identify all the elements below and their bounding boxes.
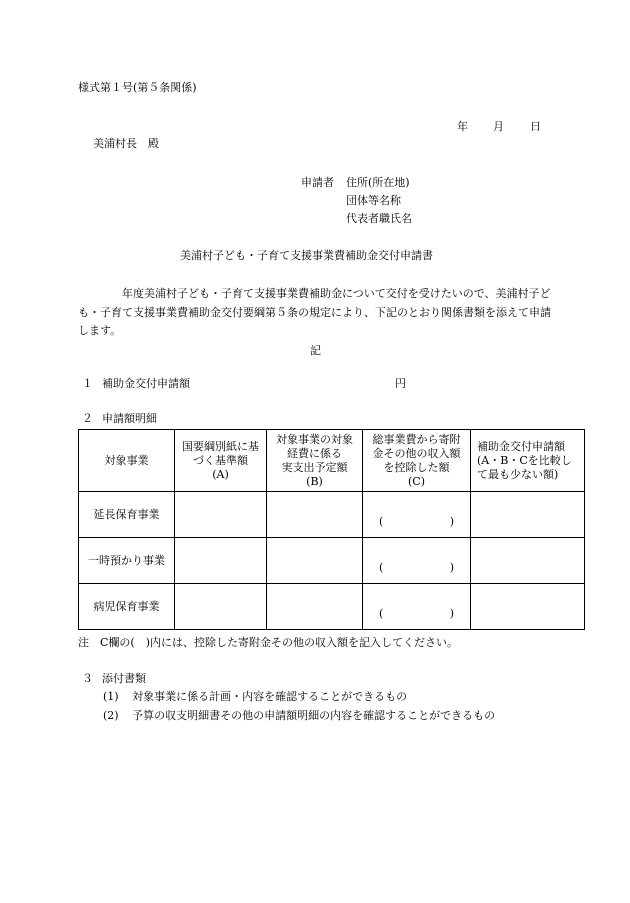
list-item bbox=[103, 709, 495, 723]
section3-label: 添付書類 bbox=[102, 672, 146, 685]
applicant-address: 住所(所在地) bbox=[346, 176, 410, 189]
application-detail-table bbox=[78, 429, 585, 630]
list-item-number: (1) bbox=[103, 690, 119, 703]
body-text: 年度美浦村子ども・子育て支援事業費補助金について交付を受けたいので、美浦村子ども・子育て支援事業費補助金交付要綱第５条の規定により、下記のとおり関係書類を添えて申請します。 bbox=[78, 287, 551, 337]
cell-c: ( ) bbox=[363, 584, 471, 630]
header-target-project: 対象事業 bbox=[79, 430, 175, 492]
header-net-amount: 総事業費から寄附 金その他の収入額 を控除した額 (C) bbox=[363, 430, 471, 492]
section1-unit: 円 bbox=[395, 377, 406, 390]
list-item-number: (2) bbox=[103, 709, 119, 722]
cell-b bbox=[267, 492, 363, 538]
cell-c: ( ) bbox=[363, 492, 471, 538]
section1-number: １ bbox=[82, 377, 93, 390]
list-item-text: 予算の収支明細書その他の申請額明細の内容を確認することができるもの bbox=[132, 709, 496, 722]
ki-heading: 記 bbox=[310, 344, 321, 357]
list-item bbox=[103, 690, 407, 704]
cell-a bbox=[175, 538, 267, 584]
form-label: 様式第１号(第５条関係) bbox=[78, 81, 197, 94]
document-title: 美浦村子ども・子育て支援事業費補助金交付申請書 bbox=[180, 249, 433, 262]
cell-a bbox=[175, 584, 267, 630]
header-base-amount: 国要綱別紙に基 づく基準額 (A) bbox=[175, 430, 267, 492]
header-planned-expenditure: 対象事業の対象 経費に係る 実支出予定額 (B) bbox=[267, 430, 363, 492]
cell-grant bbox=[471, 584, 585, 630]
date-month: 月 bbox=[493, 120, 504, 133]
cell-b bbox=[267, 584, 363, 630]
table-row bbox=[79, 584, 585, 630]
cell-grant bbox=[471, 538, 585, 584]
table-row bbox=[79, 492, 585, 538]
applicant-rep-name: 代表者職氏名 bbox=[346, 212, 412, 225]
section2-label: 申請額明細 bbox=[102, 412, 157, 425]
section2-number: ２ bbox=[82, 412, 93, 425]
applicant-org-name: 団体等名称 bbox=[346, 194, 401, 207]
date-day: 日 bbox=[530, 120, 541, 133]
applicant-label: 申請者 bbox=[301, 176, 334, 189]
section3-number: ３ bbox=[82, 672, 93, 685]
table-note: 注 C欄の( )内には、控除した寄附金その他の収入額を記入してください。 bbox=[78, 636, 458, 649]
cell-a bbox=[175, 492, 267, 538]
cell-grant bbox=[471, 492, 585, 538]
table-header-row bbox=[79, 430, 585, 492]
row-project-name: 病児保育事業 bbox=[79, 584, 175, 630]
addressee: 美浦村長 殿 bbox=[93, 137, 159, 150]
list-item-text: 対象事業に係る計画・内容を確認することができるもの bbox=[132, 690, 408, 703]
date-year: 年 bbox=[457, 120, 468, 133]
header-grant-request: 補助金交付申請額 (A・B・Cを比較し て最も少ない額) bbox=[471, 430, 585, 492]
cell-b bbox=[267, 538, 363, 584]
row-project-name: 一時預かり事業 bbox=[79, 538, 175, 584]
table-row bbox=[79, 538, 585, 584]
cell-c: ( ) bbox=[363, 538, 471, 584]
section1-label: 補助金交付申請額 bbox=[102, 377, 190, 390]
row-project-name: 延長保育事業 bbox=[79, 492, 175, 538]
